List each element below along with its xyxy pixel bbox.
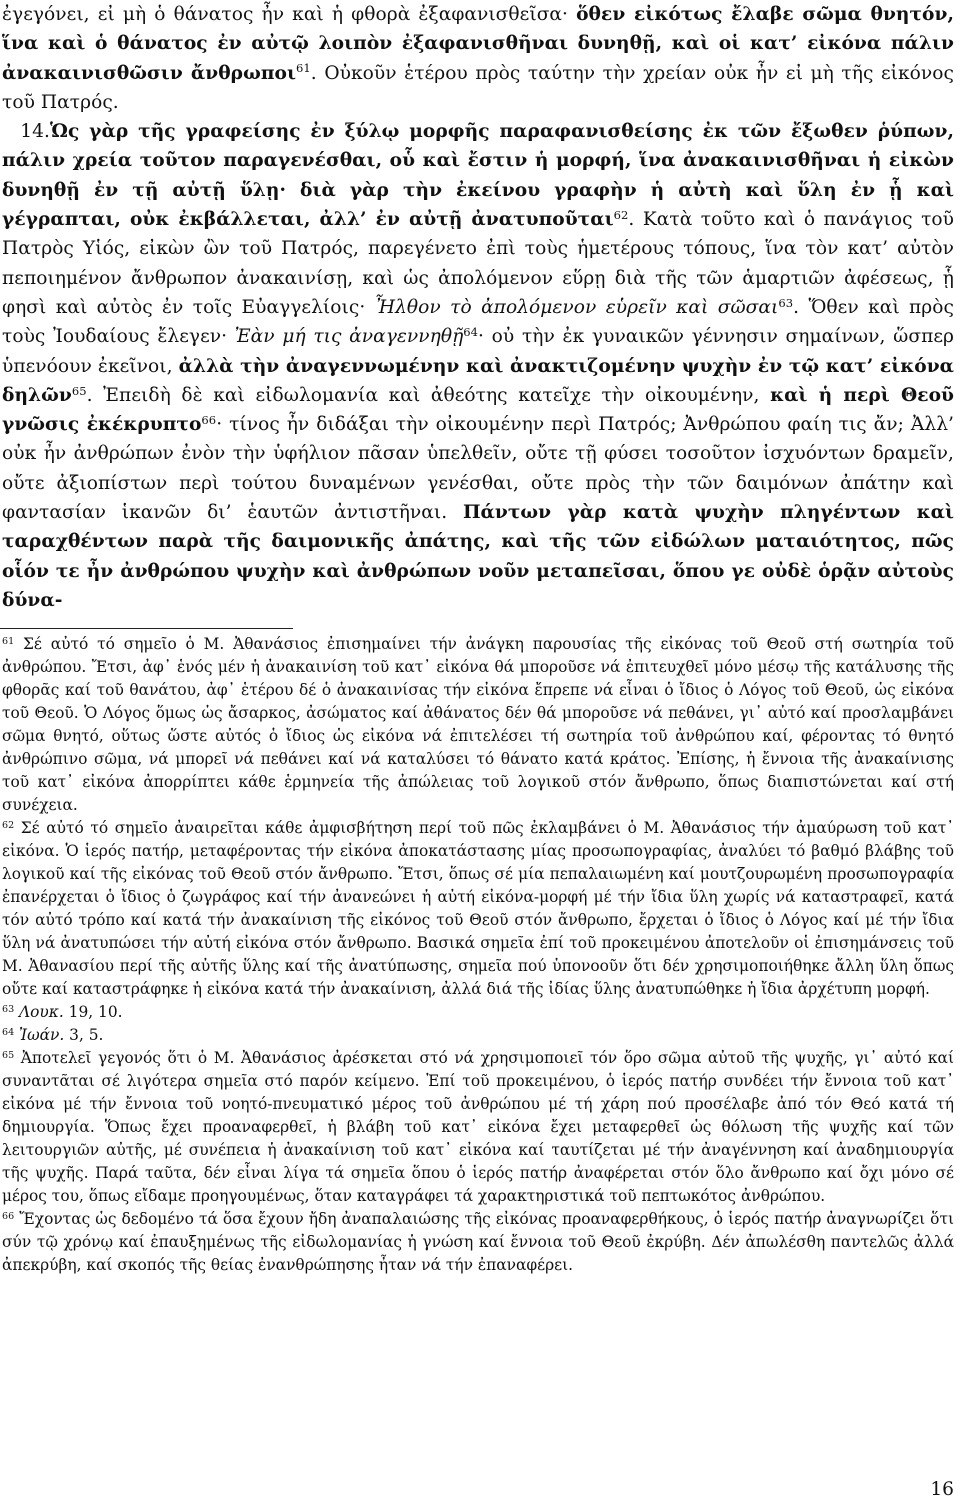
- footnote-separator: [0, 628, 293, 629]
- page-number: 16: [930, 1479, 954, 1500]
- footnote-number: 64: [2, 1026, 15, 1038]
- bold-run: Πάντων γὰρ κατὰ ψυχὴν πληγέντων καὶ ταραχθέντων παρὰ τῆς δαιμονικῆς ἀπάτης, καὶ τῆς τῶν εἰδώλων ματαιότητος, πῶς οἷόν τε ἦν ἀνθρώπου ψυχὴν καὶ ἀνθρώπων νοῦν μεταπεῖσαι, ὅπου γε οὐδὲ ὁρᾷν αὐτοὺς δύνα-: [2, 502, 954, 611]
- bold-run: ἀλλὰ τὴν ἀναγεννωμένην καὶ ἀνακτιζομένην ψυχὴν ἐν τῷ κατ’ εἰκόνα δηλῶν: [2, 355, 954, 406]
- text-run: . Ὅθεν καὶ πρὸς τοὺς Ἰουδαίους ἔλεγεν·: [2, 296, 954, 348]
- text-run: · τίνος ἦν διδάξαι τὴν οἰκουμένην περὶ Πατρός; Ἀνθρώπου φαίη τις ἄν; Ἀλλ’ οὐκ ἦν ἀνθρώπων ἐνὸν τὴν ὑφήλιον πᾶσαν ὑπελθεῖν, οὔτε τῇ φύσει τοσοῦτον ἰσχυόντων δραμεῖν, οὔτε ἀξιοπίστων περὶ τούτου δυναμένων γενέσθαι, οὔτε πρὸς τὴν τῶν δαιμόνων ἀπάτην καὶ φαντασίαν ἱκανῶν δι’ ἑαυτῶν ἀντιστῆναι.: [2, 414, 954, 524]
- text-run: · οὐ τὴν ἐκ γυναικῶν γέννησιν σημαίνων, ὥσπερ ὑπενόουν ἐκεῖνοι,: [2, 326, 954, 377]
- footnote-ref: Ἰωάν.: [19, 1026, 65, 1044]
- footnote-63: [2, 1001, 954, 1024]
- footnote-ref-62: 62: [613, 207, 629, 222]
- bold-run: Ὡς γὰρ τῆς γραφείσης ἐν ξύλῳ μορφῆς παραφανισθείσης ἐκ τῶν ἔξωθεν ῥύπων, πάλιν χρεία τοῦτον παραγενέσθαι, οὗ καὶ ἔστιν ἡ μορφή, ἵνα ἀνακαινισθῆναι ἡ εἰκὼν δυνηθῇ ἐν τῇ αὐτῇ ὕλῃ· διὰ γὰρ τὴν ἐκείνου γραφὴν ἡ αὐτὴ καὶ ὕλη ἐν ᾗ καὶ γέγραπται, οὐκ ἐκβάλλεται, ἀλλ’ ἐν αὐτῇ ἀνατυποῦται: [2, 121, 954, 231]
- footnote-text: Σέ αὐτό τό σημεῖο ἀναιρεῖται κάθε ἀμφισβήτηση περί τοῦ πῶς ἐκλαμβάνει ὁ Μ. Ἀθανάσιος τήν ἀμαύρωση τοῦ κατ᾿ εἰκόνα. Ὁ ἱερός πατήρ, μεταφέροντας τήν εἰκόνα ἀποκατάστασης μίας προσωπογραφίας, ἀναλύει τό βαθμό βλάβης τοῦ λογικοῦ καί τῆς εἰκόνας τοῦ Θεοῦ στόν ἄνθρωπο. Ἔτσι, ὅπως σέ μία πεπαλαιωμένη καί μουτζουρωμένη προσωπογραφία ἐπανέρχεται ὁ ἴδιος ὁ ζωγράφος καί τήν ἀνανεώνει ἡ αὐτή εἰκόνα-μορφή μέ τήν ἴδια ὕλη χωρίς νά καταστραφεῖ, κατά τόν αὐτό τρόπο καί κατά τήν ἀνακαίνιση τῆς εἰκόνος τοῦ Θεοῦ στόν ἄνθρωπο, ἔρχεται ὁ ἴδιος ὁ Λόγος καί μέ τήν ἴδια ὕλη νά ἀνατυπώσει τήν αὐτή εἰκόνα στόν ἄνθρωπο. Βασικά σημεῖα ἐπί τοῦ προκειμένου ἀποτελοῦν οἱ ἐπισημάνσεις τοῦ Μ. Ἀθανασίου περί τῆς αὐτῆς ὕλης καί τῆς ἀνατύπωσης, σημεῖα πού ὑπονοοῦν ὅτι δέν χρησιμοποιήθηκε ἄλλη ὕλη ὅπως οὔτε καί καταστράφηκε ἡ εἰκόνα κατά τήν ἀνακαίνιση, ἀλλά διά τῆς ἰδίας ὕλης ἀνατυπώθηκε ἡ ἴδια ἀρχέτυπη μορφή.: [2, 819, 954, 998]
- footnote-ref-65: 65: [71, 383, 87, 398]
- footnote-text: Ἀποτελεῖ γεγονός ὅτι ὁ Μ. Ἀθανάσιος ἀρέσκεται στό νά χρησιμοποιεῖ τόν ὅρο σῶμα αὐτοῦ τῆς ψυχῆς, γι᾿ αὐτό καί συναντᾶται σέ λιγότερα σημεῖα στό παρόν κείμενο. Ἐπί τοῦ προκειμένου, ὁ ἱερός πατήρ συνδέει τήν ἔννοια τοῦ κατ᾿ εἰκόνα μέ τήν ἔννοια τοῦ νοητό-πνευματικό μέρος τοῦ ἀνθρώπου μέ τή χάρη πού προσέλαβε ἀπό τόν Θεό κατά τή δημιουργία. Ὅπως ἔχει προαναφερθεῖ, ἡ βλάβη τοῦ κατ᾿ εἰκόνα ἔχει μεταφερθεῖ ὡς θόλωση τῆς ψυχῆς καί τῶν λειτουργιῶν αὐτῆς, μέ συνέπεια ἡ ἀνακαίνιση τοῦ κατ᾿ εἰκόνα καί ταυτίζεται μέ τήν ἀναγέννηση καί ἀναδημιουργία τῆς ψυχῆς. Παρά ταῦτα, δέν εἶναι λίγα τά σημεῖα ὅπου ὁ ἱερός πατήρ ἀναφέρεται στόν ὅλο ἄνθρωπο καί ὄχι μόνο σέ μέρος του, ὅπως εἴδαμε προηγουμένως, ὅταν καταγράφει τά χαρακτηριστικά τοῦ πεπτωκότος ἀνθρώπου.: [2, 1049, 954, 1205]
- italic-run: Ἐὰν μή τις ἀναγεννηθῇ: [234, 326, 464, 348]
- footnotes: [2, 633, 954, 1277]
- section-number: 14.: [20, 121, 50, 143]
- bold-run: ὅθεν εἰκότως ἔλαβε σῶμα θνητόν, ἵνα καὶ ὁ θάνατος ἐν αὐτῷ λοιπὸν ἐξαφανισθῆναι δυνηθῇ, καὶ οἱ κατ’ εἰκόνα πάλιν ἀνακαινισθῶσιν ἄνθρωποι: [2, 4, 954, 84]
- italic-run: Ἦλθον τὸ ἀπολόμενον εὑρεῖν καὶ σῶσαι: [374, 296, 779, 318]
- footnote-66: [2, 1208, 954, 1277]
- footnote-text: 3, 5.: [64, 1026, 104, 1044]
- footnote-text: Σέ αὐτό τό σημεῖο ὁ Μ. Ἀθανάσιος ἐπισημαίνει τήν ἀνάγκη παρουσίας τῆς εἰκόνας τοῦ Θεοῦ στή σωτηρία τοῦ ἀνθρώπου. Ἔτσι, ἀφ᾿ ἑνός μέν ἡ ἀνακαινίση τοῦ κατ᾿ εἰκόνα θά μποροῦσε νά ἐπιτευχθεῖ μόνο μέσῳ τῆς κατάλυσης τῆς φθορᾶς καί τοῦ θανάτου, ἀφ᾿ ἑτέρου δέ ὁ ἀνακαινίσας τήν εἰκόνα ἔπρεπε νά εἶναι ὁ ἴδιος ὁ Λόγος τοῦ Θεοῦ, ὡς εἰκόνα τοῦ Θεοῦ. Ὁ Λόγος ὅμως ὡς ἄσαρκος, ἀσώματος καί ἀθάνατος δέν θά μποροῦσε νά πεθάνει, γι᾿ αὐτό καί προσλαμβάνει σῶμα θνητό, οὕτως ὥστε αὐτός ὁ ἴδιος ὡς εἰκόνα νά ἐπιτελέσει τή σωτηρία τοῦ ἀνθρώπου καί, φέροντας τό θνητό ἀνθρώπινο σῶμα, νά μπορεῖ νά πεθάνει καί νά καταλύσει τό θάνατο κατά κράτος. Ἐπίσης, ἡ ἔννοια τῆς ἀνακαίνισης τοῦ κατ᾿ εἰκόνα ἀπορρίπτει κάθε ἑρμηνεία τῆς ἀπώλειας τοῦ λογικοῦ στόν ἄνθρωπο, ὅπως διαπιστώνεται καί στή συνέχεια.: [2, 635, 954, 814]
- footnote-number: 66: [2, 1210, 15, 1222]
- footnote-text: Ἔχοντας ὡς δεδομένο τά ὅσα ἔχουν ἤδη ἀναπαλαιώσης τῆς εἰκόνας προαναφερθήκους, ὁ ἱερός πατήρ ἀναγνωρίζει ὅτι σύν τῷ χρόνῳ καί ἐπαυξημένως τῆς εἰδωλομανίας ἡ γνώση καί ἔννοια τοῦ Θεοῦ ἐκρύβη. Δέν ἀπωλέσθη παντελῶς ἀλλά ἀπεκρύβη, καί σκοπός τῆς θείας ἐνανθρώπησης ἦταν νά τήν ἐπαναφέρει.: [2, 1210, 954, 1274]
- footnote-number: 63: [2, 1003, 15, 1015]
- footnote-ref-63: 63: [778, 295, 794, 310]
- bold-run: καὶ ἡ περὶ Θεοῦ γνῶσις ἐκέκρυπτο: [2, 384, 954, 436]
- footnote-text: 19, 10.: [63, 1003, 123, 1021]
- text-run: ἐγεγόνει, εἰ μὴ ὁ θάνατος ἦν καὶ ἡ φθορὰ ἐξαφανισθεῖσα·: [2, 4, 577, 25]
- main-text: [2, 0, 954, 615]
- footnote-65: [2, 1047, 954, 1208]
- footnote-ref: Λουκ.: [19, 1003, 64, 1021]
- footnote-64: [2, 1024, 954, 1047]
- footnote-number: 65: [2, 1049, 15, 1061]
- footnote-61: [2, 633, 954, 817]
- footnote-62: [2, 817, 954, 1001]
- footnote-number: 61: [2, 635, 15, 647]
- text-run: . Ἐπειδὴ δὲ καὶ εἰδωλομανία καὶ ἀθεότης κατεῖχε τὴν οἰκουμένην,: [86, 384, 771, 406]
- footnote-ref-64: 64: [463, 324, 479, 339]
- text-run: . Οὐκοῦν ἑτέρου πρὸς ταύτην τὴν χρείαν οὐκ ἦν εἰ μὴ τῆς εἰκόνος τοῦ Πατρός.: [2, 62, 954, 113]
- footnote-ref-66: 66: [201, 412, 217, 427]
- footnote-number: 62: [2, 819, 15, 831]
- text-run: . Κατὰ τοῦτο καὶ ὁ πανάγιος τοῦ Πατρὸς Υἱός, εἰκὼν ὢν τοῦ Πατρός, παρεγένετο ἐπὶ τοὺς ἡμετέρους τόπους, ἵνα τὸν κατ’ αὐτὸν πεποιημένον ἄνθρωπον ἀνακαινίσῃ, καὶ ὡς ἀπολόμενον εὕρῃ διὰ τῆς τῶν ἁμαρτιῶν ἀφέσεως, ᾗ φησὶ καὶ αὐτὸς ἐν τοῖς Εὐαγγελίοις·: [2, 209, 955, 318]
- footnote-ref-61: 61: [296, 61, 311, 76]
